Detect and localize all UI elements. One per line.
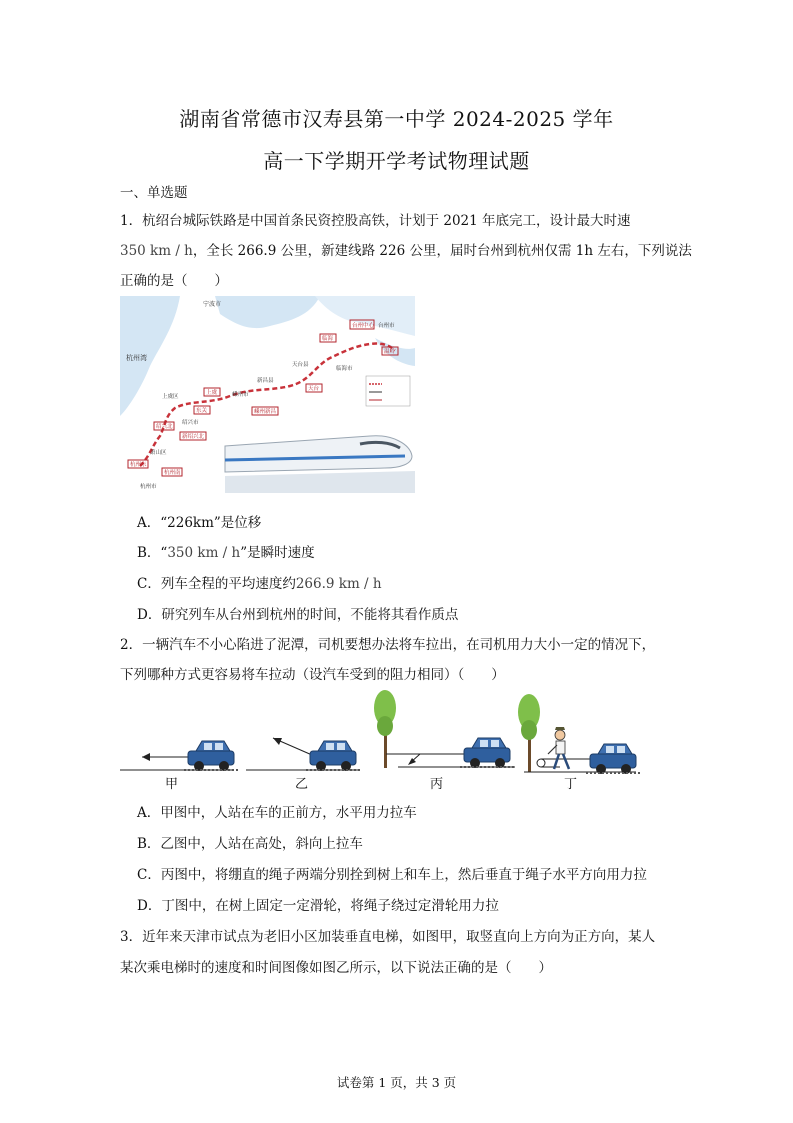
tree-ding	[518, 694, 540, 772]
label-yi: 乙	[295, 777, 309, 792]
q2-option-d[interactable]: D．丁图中，在树上固定一定滑轮，将绳子绕过定滑轮用力拉	[137, 898, 499, 914]
map-label-tiantai-county: 天台县	[292, 362, 309, 368]
person-ding	[548, 727, 569, 769]
figure-yi	[246, 738, 360, 792]
q1-option-d[interactable]: D．研究列车从台州到杭州的时间，不能将其看作质点	[137, 607, 459, 623]
map-label-hangzhou-south: 杭州南	[164, 470, 181, 476]
page-footer: 试卷第 1 页，共 3 页	[336, 1075, 457, 1090]
q3-line-2: 某次乘电梯时的速度和时间图像如图乙所示，以下说法正确的是（ ）	[120, 960, 552, 976]
arrow-jia	[142, 753, 150, 761]
map-label-wenling: 温岭	[384, 349, 396, 355]
map-label-shaoxing-city: 绍兴市	[182, 420, 199, 426]
map-label-taizhou-city: 台州市	[378, 323, 395, 329]
car-pulling-figure	[120, 690, 640, 795]
q2-line-2: 下列哪种方式更容易将车拉动（设汽车受到的阻力相同）（ ）	[120, 667, 505, 683]
railway-map-figure	[120, 296, 415, 493]
label-ding: 丁	[564, 777, 578, 792]
q2-option-b[interactable]: B．乙图中，人站在高处，斜向上拉车	[137, 836, 363, 852]
map-label-taizhou-center: 台州中心	[352, 323, 375, 329]
q1-line-1: 1．杭绍台城际铁路是中国首条民资控股高铁，计划于 2021 年底完工，设计最大时速	[120, 213, 631, 229]
figure-jia	[120, 741, 238, 792]
map-label-hangzhou-city: 杭州市	[140, 484, 157, 490]
q1-line-2-text: ，全长 266.9 公里，新建线路 226 公里，届时台州到杭州仅需 1h 左右，下列说法	[192, 243, 692, 259]
map-label-ningbo: 宁波市	[203, 301, 222, 308]
q1-option-b[interactable]	[137, 541, 315, 561]
q1-line-2	[120, 239, 692, 259]
map-label-shangyu: 上虞	[206, 390, 218, 396]
map-label-xiaoshan-district: 萧山区	[150, 450, 167, 456]
map-label-new-shaoxing-north: 新绍兴北	[182, 434, 205, 440]
map-label-shengzhou-city: 嵊州市	[232, 392, 249, 398]
car-ding	[586, 744, 640, 774]
map-label-linhai-city: 临海市	[336, 366, 353, 372]
q2-line-1: 2．一辆汽车不小心陷进了泥潭，司机要想办法将车拉出，在司机用力大小一定的情况下，	[120, 637, 656, 653]
car-bing	[460, 738, 514, 768]
section-heading: 一、单选题	[120, 185, 188, 201]
figure-ding	[518, 694, 640, 792]
q1-option-b-speed: 350 km / h	[167, 545, 241, 561]
map-label-tiantai: 天台	[308, 386, 320, 392]
tree-bing	[374, 690, 396, 768]
q1-option-b-suffix: ”是瞬时速度	[240, 545, 315, 561]
q1-option-b-prefix: B．“	[137, 545, 168, 561]
map-label-bay: 杭州湾	[126, 354, 147, 362]
q1-option-c-prefix: C．列车全程的平均速度约	[137, 576, 296, 592]
map-label-xinchang-county: 新昌县	[257, 378, 274, 384]
title-line-2: 高一下学期开学考试物理试题	[263, 149, 530, 173]
q1-line-3: 正确的是（ ）	[120, 273, 228, 289]
q2-option-c[interactable]: C．丙图中，将绷直的绳子两端分别拴到树上和车上，然后垂直于绳子水平方向用力拉	[137, 867, 647, 883]
figure-bing	[374, 690, 515, 792]
q1-option-a[interactable]: A．“226km”是位移	[137, 515, 262, 531]
q2-option-a[interactable]: A．甲图中，人站在车的正前方，水平用力拉车	[137, 805, 417, 821]
q1-speed-value: 350 km / h	[120, 243, 193, 259]
map-label-shangyu-district: 上虞区	[162, 394, 179, 400]
label-bing: 丙	[430, 777, 444, 792]
map-label-dongguan: 东关	[196, 408, 208, 414]
map-label-shengzhou-xinchang: 嵊州新昌	[254, 409, 277, 415]
map-label-hangzhou-east: 杭州东	[130, 462, 147, 468]
car-yi	[306, 741, 360, 771]
map-label-shaoxing-north: 绍兴北	[156, 424, 173, 430]
q3-line-1: 3．近年来天津市试点为老旧小区加装垂直电梯，如图甲，取竖直向上方向为正方向，某人	[120, 929, 656, 945]
q1-option-c[interactable]	[137, 572, 382, 592]
pulley-ding	[537, 759, 545, 767]
car-jia	[184, 741, 238, 771]
train-image	[225, 436, 415, 493]
label-jia: 甲	[165, 777, 179, 792]
q1-option-c-speed: 266.9 km / h	[295, 576, 382, 592]
title-line-1: 湖南省常德市汉寿县第一中学 2024-2025 学年	[179, 107, 614, 131]
map-label-linhai: 临海	[322, 336, 334, 342]
